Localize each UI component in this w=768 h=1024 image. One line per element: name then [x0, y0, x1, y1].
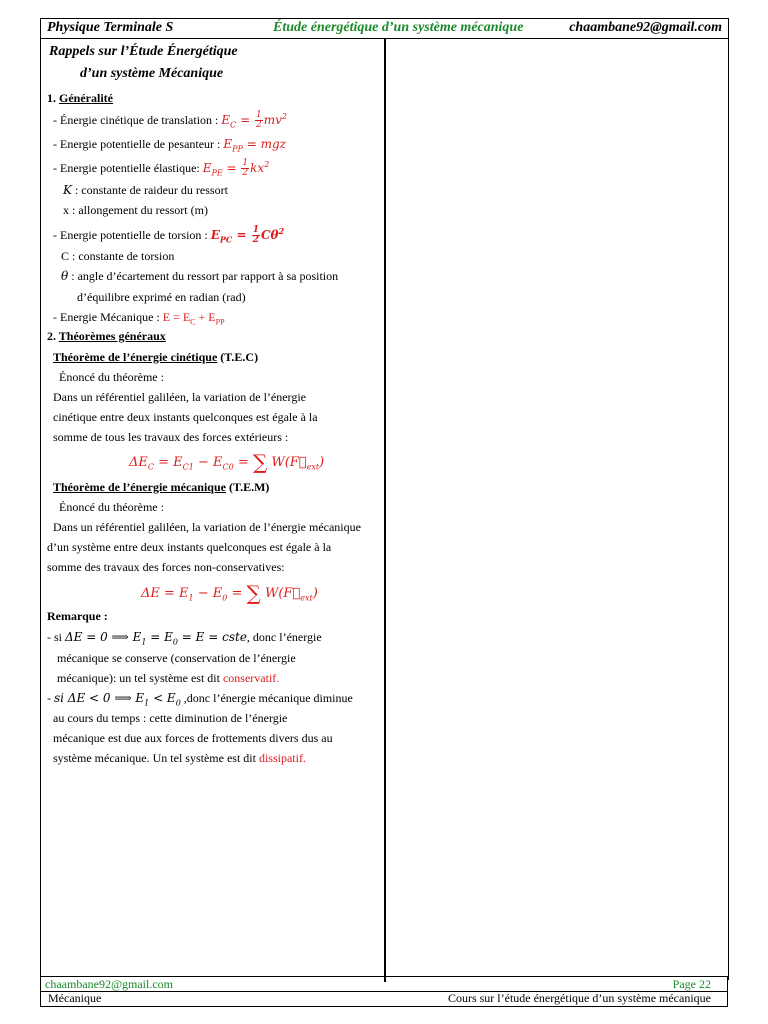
- page-header: [40, 18, 729, 39]
- tem-text-2: d’un système entre deux instants quelconques est égale à la: [47, 540, 332, 554]
- header-email: chaambane92@gmail.com: [569, 20, 722, 35]
- footer-email: chaambane92@gmail.com: [45, 977, 174, 991]
- tem-enonce: Énoncé du théorème :: [59, 500, 164, 514]
- theta-definition: θ : angle d’écartement du ressort par rapport à sa position: [61, 269, 339, 283]
- kinetic-energy-line: - Énergie cinétique de translation : $E_C$ = $\frac{1}{2}$ $mv^2$: [53, 110, 287, 130]
- section1-heading: 1. Généralité: [47, 91, 113, 105]
- tem-formula: $\Delta E = E_1 - E_0$ = ∑ $W(F⃗_{ext})$: [141, 581, 318, 605]
- remarque-1-line2: mécanique se conserve (conservation de l’énergie: [57, 651, 296, 665]
- footer-page-number: Page 22: [672, 977, 711, 991]
- x-definition: x : allongement du ressort (m): [63, 203, 208, 217]
- remarque-1-line3: mécanique): un tel système est dit conservatif.: [57, 671, 280, 685]
- remarque-2-line1: - si ΔE < 0 ⟹ $E_1 < E_0$ ,donc l’énergie mécanique diminue: [47, 691, 353, 708]
- doc-title-line1: Rappels sur l’Étude Énergétique: [49, 44, 238, 59]
- kinetic-formula: $E_C$ = $\frac{1}{2}$ $mv^2$: [221, 110, 287, 130]
- gravity-energy-line: - Energie potentielle de pesanteur : $E_{PP}$ = mgz: [53, 137, 286, 154]
- mechanical-formula: $E = E_C + E_{PP}$: [162, 310, 225, 327]
- footer-subject: Mécanique: [48, 991, 102, 1005]
- remarque-title: Remarque :: [47, 609, 108, 623]
- header-topic: Étude énergétique d’un système mécanique: [273, 20, 524, 35]
- torsion-energy-line: - Energie potentielle de torsion : $E_{PC}$ = $\frac{1}{2}$ $C\theta^2$: [53, 225, 285, 245]
- footer-rule-bottom: [40, 1006, 727, 1007]
- tec-text-2: cinétique entre deux instants quelconques est égale à la: [53, 410, 318, 424]
- section2-heading: 2. Théorèmes généraux: [47, 329, 166, 343]
- tem-heading: Théorème de l’énergie mécanique (T.E.M): [53, 480, 270, 494]
- header-course: Physique Terminale S: [47, 20, 174, 35]
- elastic-formula: $E_{PE}$ = $\frac{1}{2}$ $kx^2$: [202, 158, 270, 178]
- tec-enonce: Énoncé du théorème :: [59, 370, 164, 384]
- tec-formula: $\Delta E_C = E_{C1} - E_{C0}$ = ∑ $W(F⃗_{ext})$: [129, 450, 325, 474]
- footer-border-left: [40, 976, 41, 1007]
- tec-text-3: somme de tous les travaux des forces extérieurs :: [53, 430, 289, 444]
- column-divider: [384, 38, 386, 982]
- elastic-energy-line: - Energie potentielle élastique: $E_{PE}$ = $\frac{1}{2}$ $kx^2$: [53, 158, 270, 178]
- remarque-2-line2: au cours du temps : cette diminution de l’énergie: [53, 711, 288, 725]
- remarque-1-line1: - si ΔE = 0 ⟹ $E_1 = E_0 = E$ = cste, donc l’énergie: [47, 630, 322, 647]
- footer-border-right: [727, 976, 728, 1007]
- gravity-formula: $E_{PP}$ = mgz: [223, 137, 286, 154]
- doc-title-line2: d’un système Mécanique: [80, 66, 224, 81]
- tec-heading: Théorème de l’énergie cinétique (T.E.C): [53, 350, 259, 364]
- tem-text-3: somme des travaux des forces non-conservatives:: [47, 560, 285, 574]
- c-definition: C : constante de torsion: [61, 249, 175, 263]
- tem-text-1: Dans un référentiel galiléen, la variation de l’énergie mécanique: [53, 520, 361, 534]
- k-definition: K : constante de raideur du ressort: [63, 183, 228, 197]
- theta-definition-cont: d’équilibre exprimé en radian (rad): [77, 290, 246, 304]
- tec-text-1: Dans un référentiel galiléen, la variation de l’énergie: [53, 390, 306, 404]
- footer-course-title: Cours sur l’étude énergétique d’un système mécanique: [447, 991, 711, 1005]
- remarque-2-line3: mécanique est due aux forces de frottements divers dus au: [53, 731, 333, 745]
- torsion-formula: $E_{PC}$ = $\frac{1}{2}$ $C\theta^2$: [210, 225, 285, 245]
- remarque-2-line4: système mécanique. Un tel système est dit dissipatif.: [53, 751, 306, 765]
- mechanical-energy-line: - Energie Mécanique : $E = E_C + E_{PP}$: [53, 310, 225, 327]
